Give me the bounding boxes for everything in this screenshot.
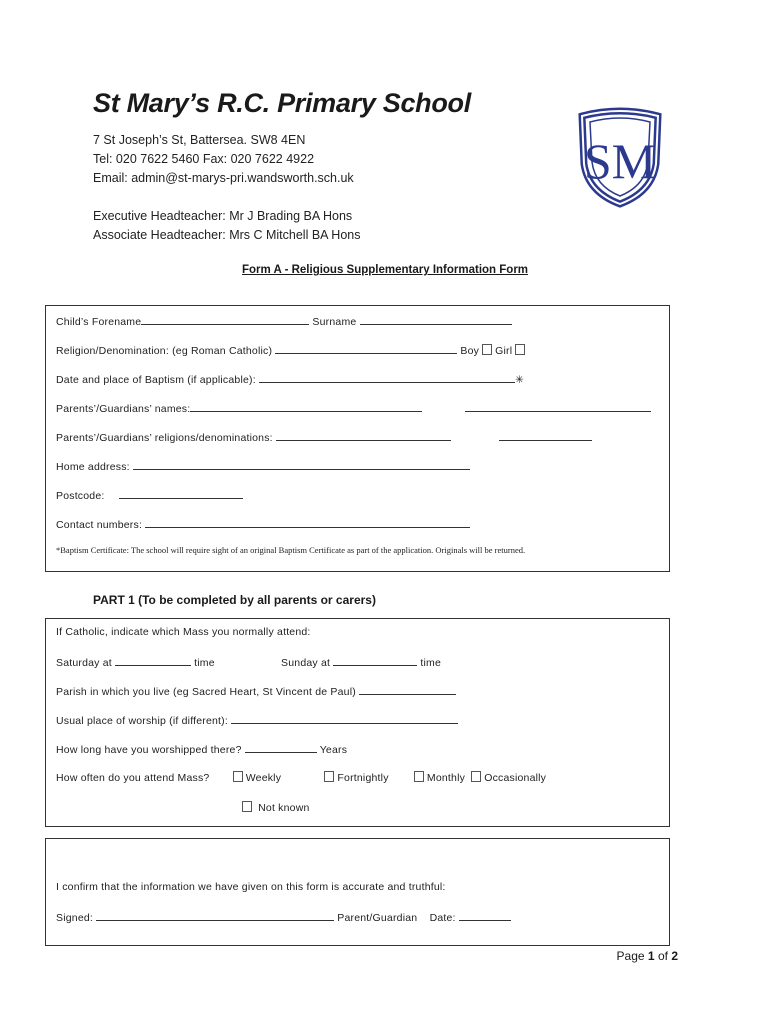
monthly-label: Monthly [426,772,466,784]
parish-row [56,684,456,698]
usual-place-field[interactable] [231,713,458,724]
executive-headteacher: Executive Headteacher: Mr J Brading BA Hons [93,209,353,223]
form-title: Form A - Religious Supplementary Information Form [241,264,529,276]
signature-field[interactable] [96,910,334,921]
parents-religions-row [56,430,592,444]
associate-headteacher: Associate Headteacher: Mrs C Mitchell BA Hons [93,228,361,242]
fortnightly-checkbox[interactable] [324,771,334,782]
baptism-row [56,372,524,386]
page-current: 1 [647,949,655,963]
signed-label: Signed: [56,912,94,924]
signature-row [56,910,511,924]
forename-field[interactable] [141,314,309,325]
fortnightly-label: Fortnightly [337,772,389,784]
postcode-row [56,488,243,502]
forename-label: Child’s Forename [56,316,142,328]
baptism-certificate-note: *Baptism Certificate: The school will require sight of an original Baptism Certificate as part of the application. Originals will be returned. [56,545,526,555]
occasionally-label: Occasionally [484,772,547,784]
parent-name-field-2[interactable] [465,401,651,412]
page-word: Page [616,949,645,963]
crest-letters: SM [583,133,657,189]
mass-times-row [56,655,441,669]
not-known-label: Not known [258,802,310,814]
girl-checkbox[interactable] [515,344,525,355]
parent-religion-field-2[interactable] [499,430,592,441]
sunday-time-field[interactable] [333,655,417,666]
saturday-time-field[interactable] [115,655,191,666]
monthly-checkbox[interactable] [414,771,424,782]
page-total: 2 [671,949,678,963]
usual-place-label: Usual place of worship (if different): [56,715,228,727]
postcode-field[interactable] [119,488,243,499]
home-address-field[interactable] [133,459,470,470]
parish-label: Parish in which you live (eg Sacred Heart, St Vincent de Paul) [56,686,356,698]
school-name: St Mary’s R.C. Primary School [93,88,471,118]
occasionally-checkbox[interactable] [471,771,481,782]
confirm-row [56,881,446,893]
usual-place-row [56,713,458,727]
parent-guardian-label: Parent/Guardian [337,912,418,924]
religion-label: Religion/Denomination: (eg Roman Catholic) [56,345,273,357]
how-often-row [56,771,546,784]
date-label: Date: [429,912,456,924]
saturday-label: Saturday at [56,657,112,669]
parents-religions-label: Parents’/Guardians’ religions/denominations: [56,432,273,444]
how-long-field[interactable] [245,742,317,753]
page-of: of [657,949,668,963]
years-label: Years [319,744,348,756]
part1-heading: PART 1 (To be completed by all parents or carers) [93,593,376,607]
surname-field[interactable] [360,314,512,325]
school-address: 7 St Joseph’s St, Battersea. SW8 4EN [93,133,306,147]
home-address-row [56,459,470,473]
parents-names-label: Parents’/Guardians’ names: [56,403,191,415]
boy-label: Boy [460,345,480,357]
weekly-label: Weekly [245,772,282,784]
date-field[interactable] [459,910,511,921]
contact-label: Contact numbers: [56,519,143,531]
baptism-field[interactable] [259,372,515,383]
saturday-time-label: time [194,657,215,669]
postcode-label: Postcode: [56,490,105,502]
religion-field[interactable] [275,343,457,354]
surname-label: Surname [312,316,357,328]
school-crest-logo [568,104,672,208]
not-known-row [239,801,310,814]
catholic-mass-row [56,626,311,638]
forename-row [56,314,512,328]
page-number [617,949,678,963]
how-long-label: How long have you worshipped there? [56,744,242,756]
parent-name-field-1[interactable] [190,401,422,412]
contact-row [56,517,470,531]
confirm-text: I confirm that the information we have given on this form is accurate and truthful: [56,881,446,893]
sunday-time-label: time [420,657,442,669]
girl-label: Girl [495,345,513,357]
boy-checkbox[interactable] [482,344,492,355]
baptism-asterisk: ✳ [514,374,524,386]
sunday-label: Sunday at [281,657,331,669]
baptism-label: Date and place of Baptism (if applicable): [56,374,256,386]
religion-row [56,343,528,357]
parents-names-row [56,401,651,415]
parish-field[interactable] [359,684,456,695]
how-long-row [56,742,347,756]
how-often-label: How often do you attend Mass? [56,772,210,784]
not-known-checkbox[interactable] [242,801,252,812]
weekly-checkbox[interactable] [233,771,243,782]
contact-field[interactable] [145,517,470,528]
school-email: Email: admin@st-marys-pri.wandsworth.sch.uk [93,171,354,185]
catholic-mass-label: If Catholic, indicate which Mass you normally attend: [56,626,311,638]
home-address-label: Home address: [56,461,130,473]
parent-religion-field-1[interactable] [276,430,451,441]
school-phone: Tel: 020 7622 5460 Fax: 020 7622 4922 [93,152,315,166]
